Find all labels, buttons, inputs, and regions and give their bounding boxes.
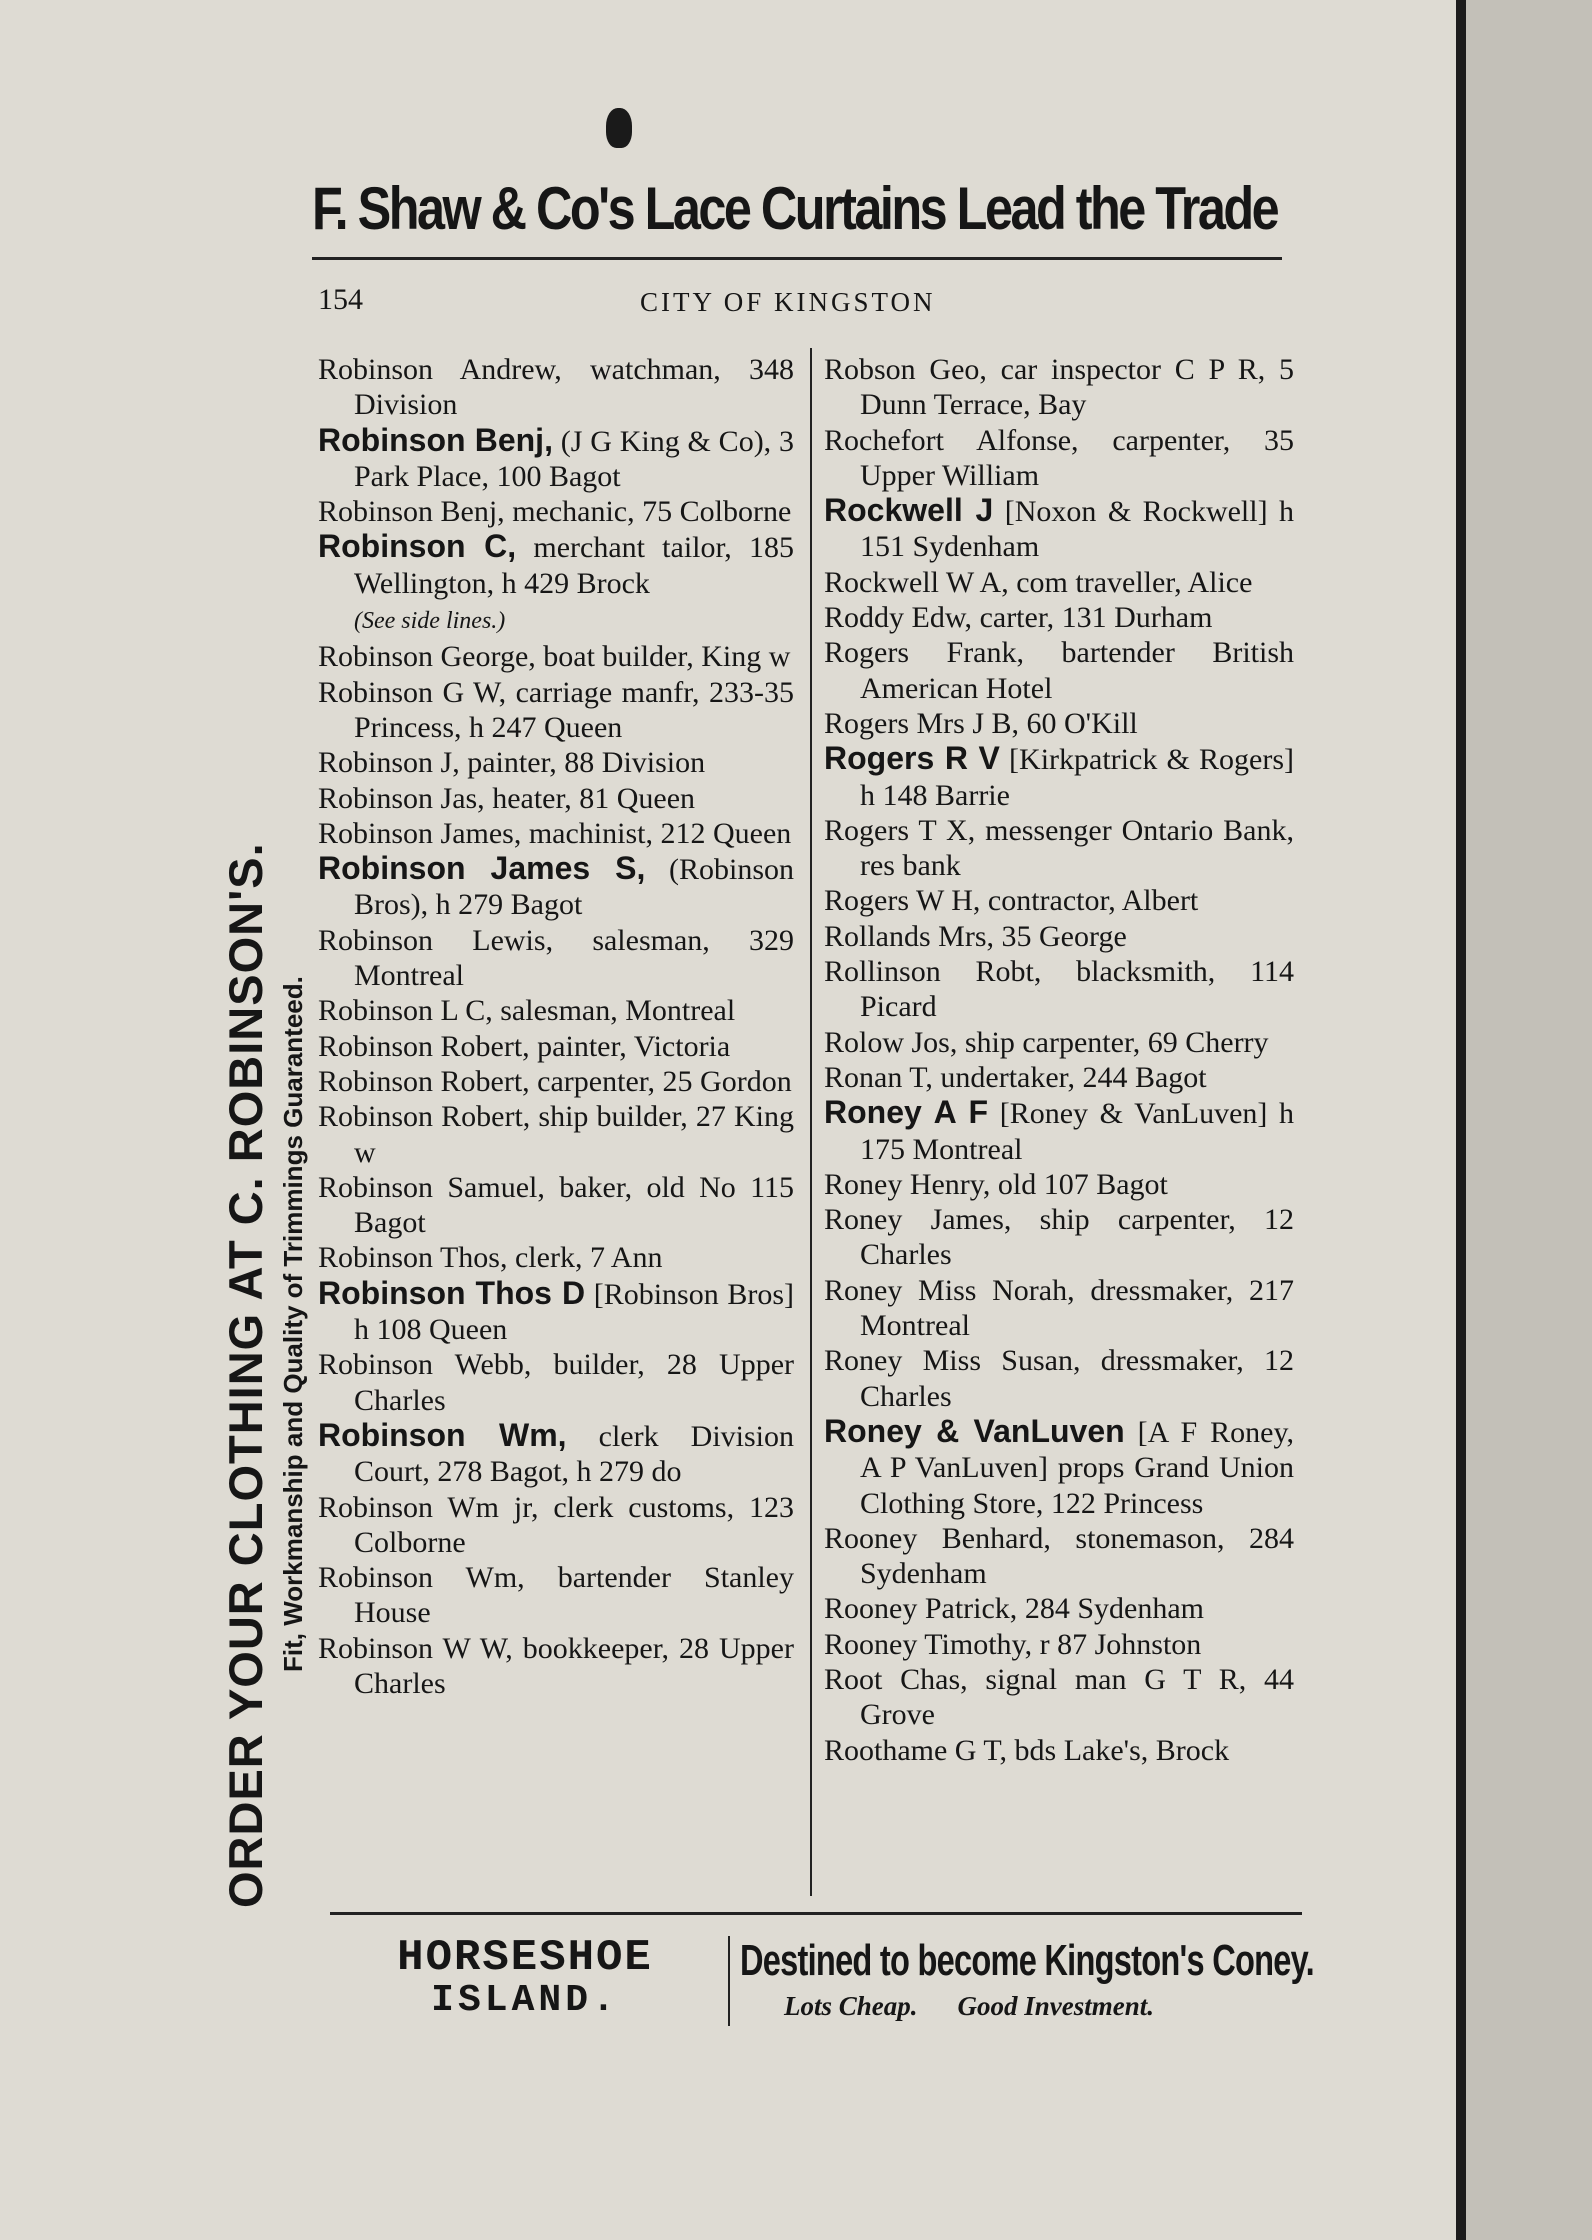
entry-note: (See side lines.) bbox=[354, 608, 506, 635]
right-column bbox=[824, 352, 1294, 1768]
header-rule bbox=[312, 257, 1282, 260]
entry-details: merchant tailor, 185 Wellington, h 429 Brock bbox=[354, 531, 795, 600]
entry-name: Robinson James, bbox=[318, 816, 522, 850]
directory-entry bbox=[318, 1490, 794, 1561]
entry-details: watchman, 348 Division bbox=[354, 353, 794, 422]
entry-name: Robinson Lewis, bbox=[318, 923, 554, 957]
directory-entry bbox=[318, 1099, 794, 1170]
entry-details: dressmaker, 217 Montreal bbox=[860, 1273, 1294, 1343]
horseshoe-island-ad bbox=[330, 1933, 720, 2022]
entry-details: 35 George bbox=[1001, 919, 1127, 953]
entry-name: Rockwell J bbox=[824, 492, 994, 529]
directory-entry bbox=[318, 816, 794, 851]
entry-details: blacksmith, 114 Picard bbox=[860, 955, 1294, 1024]
entry-name: Roothame G T, bbox=[824, 1733, 1008, 1767]
directory-entry bbox=[824, 883, 1294, 918]
entry-name: Robinson George, bbox=[318, 640, 536, 674]
entry-name: Rogers Frank, bbox=[824, 636, 1025, 670]
entry-details: carriage manfr, 233-35 Princess, h 247 Queen bbox=[354, 675, 795, 744]
entry-name: Robinson Robert, bbox=[318, 1029, 530, 1063]
entry-details: bookkeeper, 28 Upper Charles bbox=[354, 1631, 794, 1700]
entry-details: undertaker, 244 Bagot bbox=[940, 1060, 1207, 1094]
entry-details: contractor, Albert bbox=[987, 884, 1199, 918]
entry-details: builder, 28 Upper Charles bbox=[354, 1348, 794, 1417]
directory-entry bbox=[824, 352, 1294, 423]
entry-details: com traveller, Alice bbox=[1016, 565, 1253, 599]
entry-name: Roney Henry, bbox=[824, 1167, 991, 1201]
directory-entry bbox=[824, 1733, 1294, 1768]
directory-entry bbox=[824, 1167, 1294, 1202]
left-column bbox=[318, 352, 794, 1701]
entry-name: Robinson James S, bbox=[318, 850, 646, 887]
entry-details: (Robinson Bros), h 279 Bagot bbox=[354, 853, 795, 922]
entry-details: bartender British American Hotel bbox=[860, 636, 1295, 705]
entry-details: r 87 Johnston bbox=[1039, 1627, 1202, 1661]
entry-name: Robinson Wm jr, bbox=[318, 1490, 539, 1524]
entry-details: mechanic, 75 Colborne bbox=[512, 495, 792, 529]
entry-name: Robinson Thos, bbox=[318, 1241, 508, 1275]
entry-name: Roney Miss Susan, bbox=[824, 1344, 1081, 1378]
footer-left-line1: HORSESHOE bbox=[397, 1933, 653, 1983]
entry-details: signal man G T R, 44 Grove bbox=[860, 1662, 1294, 1732]
directory-entry bbox=[824, 1025, 1294, 1060]
footer-sub-investment: Good Investment. bbox=[957, 1991, 1155, 2021]
entry-details: heater, 81 Queen bbox=[492, 781, 696, 815]
entry-name: Robinson Robert, bbox=[318, 1064, 530, 1098]
entry-name: Robinson C, bbox=[318, 528, 517, 565]
directory-entry bbox=[318, 352, 794, 423]
entry-name: Robinson Samuel, bbox=[318, 1170, 545, 1204]
directory-entry bbox=[824, 706, 1294, 741]
directory-entry bbox=[318, 745, 794, 780]
directory-entry bbox=[824, 1521, 1294, 1592]
entry-details: baker, old No 115 Bagot bbox=[354, 1170, 794, 1240]
directory-entry bbox=[318, 1631, 794, 1702]
entry-details: clerk customs, 123 Colborne bbox=[354, 1490, 794, 1559]
directory-entry bbox=[824, 635, 1294, 706]
directory-entry bbox=[824, 1591, 1294, 1626]
footer-right-title: Destined to become Kingston's Coney. bbox=[740, 1936, 1314, 1985]
entry-details: clerk, 7 Ann bbox=[514, 1241, 663, 1275]
entry-name: Robinson Wm, bbox=[318, 1561, 525, 1595]
entry-name: Rochefort Alfonse, bbox=[824, 423, 1079, 457]
directory-entry bbox=[318, 1418, 794, 1490]
entry-name: Ronan T, bbox=[824, 1060, 933, 1094]
entry-details: car inspector C P R, 5 Dunn Terrace, Bay bbox=[860, 353, 1294, 422]
entry-details: stonemason, 284 Sydenham bbox=[860, 1521, 1294, 1591]
entry-name: Root Chas, bbox=[824, 1662, 968, 1696]
entry-details: [Noxon & Rockwell] h 151 Sydenham bbox=[860, 495, 1295, 564]
directory-entry bbox=[318, 1240, 794, 1275]
entry-name: Robinson J, bbox=[318, 746, 460, 780]
entry-name: Rooney Patrick, bbox=[824, 1592, 1018, 1626]
directory-entry bbox=[824, 423, 1294, 494]
entry-details: dressmaker, 12 Charles bbox=[860, 1344, 1294, 1413]
entry-name: Rogers W H, bbox=[824, 884, 981, 918]
directory-entry bbox=[318, 639, 794, 674]
entry-name: Rogers R V bbox=[824, 740, 1000, 777]
entry-details: 284 Sydenham bbox=[1024, 1592, 1204, 1626]
footer-right-subtitle bbox=[784, 1986, 1320, 2026]
directory-entry bbox=[824, 1627, 1294, 1662]
directory-entry bbox=[318, 423, 794, 495]
entry-name: Roney A F bbox=[824, 1094, 989, 1131]
entry-name: Roddy Edw, bbox=[824, 601, 973, 635]
footer-divider bbox=[728, 1936, 730, 2026]
directory-entry bbox=[824, 1414, 1294, 1521]
header-advertisement: F. Shaw & Co's Lace Curtains Lead the Trade bbox=[312, 175, 1278, 242]
entry-name: Robinson Wm, bbox=[318, 1416, 567, 1453]
entry-name: Rooney Timothy, bbox=[824, 1627, 1033, 1661]
directory-entry bbox=[318, 1560, 794, 1631]
directory-entry bbox=[318, 1029, 794, 1064]
entry-name: Rogers T X, bbox=[824, 813, 976, 847]
directory-entry bbox=[824, 1060, 1294, 1095]
ink-blot bbox=[606, 108, 632, 148]
entry-details: [Roney & VanLuven] h 175 Montreal bbox=[860, 1097, 1294, 1166]
directory-entry bbox=[824, 1202, 1294, 1273]
entry-name: Robson Geo, bbox=[824, 353, 987, 386]
entry-name: Robinson Benj, bbox=[318, 495, 505, 529]
directory-entry bbox=[824, 741, 1294, 813]
entry-name: Roney Miss Norah, bbox=[824, 1273, 1075, 1307]
entry-name: Robinson Benj, bbox=[318, 421, 553, 458]
entry-name: Robinson W W, bbox=[318, 1631, 513, 1665]
directory-entry bbox=[824, 493, 1294, 565]
entry-details: painter, Victoria bbox=[537, 1029, 731, 1063]
entry-details: carpenter, 35 Upper William bbox=[860, 423, 1294, 492]
entry-name: Robinson Thos D bbox=[318, 1274, 586, 1311]
entry-details: messenger Ontario Bank, res bank bbox=[860, 813, 1294, 883]
entry-details: salesman, 329 Montreal bbox=[354, 923, 795, 993]
entry-details: [Robinson Bros] h 108 Queen bbox=[354, 1277, 795, 1347]
directory-entry bbox=[824, 565, 1294, 600]
entry-details: [Kirkpatrick & Rogers] h 148 Barrie bbox=[860, 743, 1295, 812]
entry-details: old 107 Bagot bbox=[997, 1167, 1168, 1201]
adjacent-page-strip bbox=[1466, 0, 1592, 2240]
entry-name: Robinson Jas, bbox=[318, 781, 485, 815]
directory-entry bbox=[824, 1343, 1294, 1414]
directory-entry bbox=[318, 781, 794, 816]
entry-name: Roney & VanLuven bbox=[824, 1412, 1125, 1449]
column-divider bbox=[810, 348, 812, 1896]
footer-sub-lots: Lots Cheap. bbox=[784, 1991, 918, 2021]
directory-entry bbox=[318, 1276, 794, 1348]
directory-entry bbox=[824, 600, 1294, 635]
directory-entry bbox=[318, 851, 794, 923]
side-advertisement-line2: Fit, Workmanship and Quality of Trimmings Guaranteed. bbox=[278, 976, 308, 1672]
entry-details: carter, 131 Durham bbox=[979, 601, 1213, 635]
entry-name: Robinson G W, bbox=[318, 675, 507, 709]
directory-entry bbox=[318, 1064, 794, 1099]
coney-ad bbox=[740, 1936, 1320, 2026]
directory-entry bbox=[318, 993, 794, 1028]
page-binding-edge bbox=[1456, 0, 1466, 2240]
entry-details: clerk Division Court, 278 Bagot, h 279 do bbox=[354, 1419, 794, 1489]
entry-name: Rollands Mrs, bbox=[824, 919, 995, 953]
entry-details: 60 O'Kill bbox=[1026, 706, 1138, 740]
entry-details: [A F Roney, A P VanLuven] props Grand Union Clothing Store, 122 Princess bbox=[860, 1415, 1295, 1520]
directory-entry bbox=[824, 1273, 1294, 1344]
entry-name: Rogers Mrs J B, bbox=[824, 706, 1020, 740]
entry-name: Roney James, bbox=[824, 1203, 1012, 1237]
directory-entry bbox=[318, 675, 794, 746]
directory-entry bbox=[318, 1170, 794, 1241]
directory-entry bbox=[318, 529, 794, 639]
directory-entry bbox=[824, 1095, 1294, 1167]
entry-details: ship carpenter, 69 Cherry bbox=[964, 1025, 1269, 1059]
entry-details: salesman, Montreal bbox=[500, 994, 736, 1028]
directory-entry bbox=[824, 813, 1294, 884]
footer-left-line2: ISLAND. bbox=[431, 1979, 619, 2022]
entry-details: machinist, 212 Queen bbox=[528, 816, 792, 850]
entry-details: painter, 88 Division bbox=[467, 746, 706, 780]
entry-details: boat builder, King w bbox=[543, 640, 791, 674]
directory-entry bbox=[318, 494, 794, 529]
entry-details: ship carpenter, 12 Charles bbox=[860, 1203, 1295, 1272]
directory-entry bbox=[318, 1347, 794, 1418]
entry-name: Rolow Jos, bbox=[824, 1025, 958, 1059]
directory-entry bbox=[824, 954, 1294, 1025]
entry-name: Robinson Webb, bbox=[318, 1348, 532, 1382]
running-head: CITY OF KINGSTON bbox=[640, 287, 936, 317]
entry-details: (J G King & Co), 3 Park Place, 100 Bagot bbox=[354, 424, 794, 493]
entry-details: bartender Stanley House bbox=[354, 1561, 795, 1630]
entry-details: ship builder, 27 King w bbox=[354, 1100, 794, 1169]
entry-name: Robinson L C, bbox=[318, 994, 493, 1028]
entry-name: Robinson Andrew, bbox=[318, 353, 562, 386]
entry-name: Rockwell W A, bbox=[824, 565, 1009, 599]
entry-details: carpenter, 25 Gordon bbox=[537, 1064, 792, 1098]
directory-entry bbox=[824, 1662, 1294, 1733]
directory-entry bbox=[824, 919, 1294, 954]
entry-name: Robinson Robert, bbox=[318, 1100, 531, 1134]
footer-rule bbox=[330, 1912, 1302, 1915]
entry-name: Rooney Benhard, bbox=[824, 1521, 1051, 1555]
side-advertisement-line1: ORDER YOUR CLOTHING AT C. ROBINSON'S. bbox=[219, 842, 272, 1908]
page-number: 154 bbox=[318, 283, 363, 316]
directory-entry bbox=[318, 923, 794, 994]
entry-name: Rollinson Robt, bbox=[824, 955, 1042, 989]
entry-details: bds Lake's, Brock bbox=[1014, 1733, 1230, 1767]
